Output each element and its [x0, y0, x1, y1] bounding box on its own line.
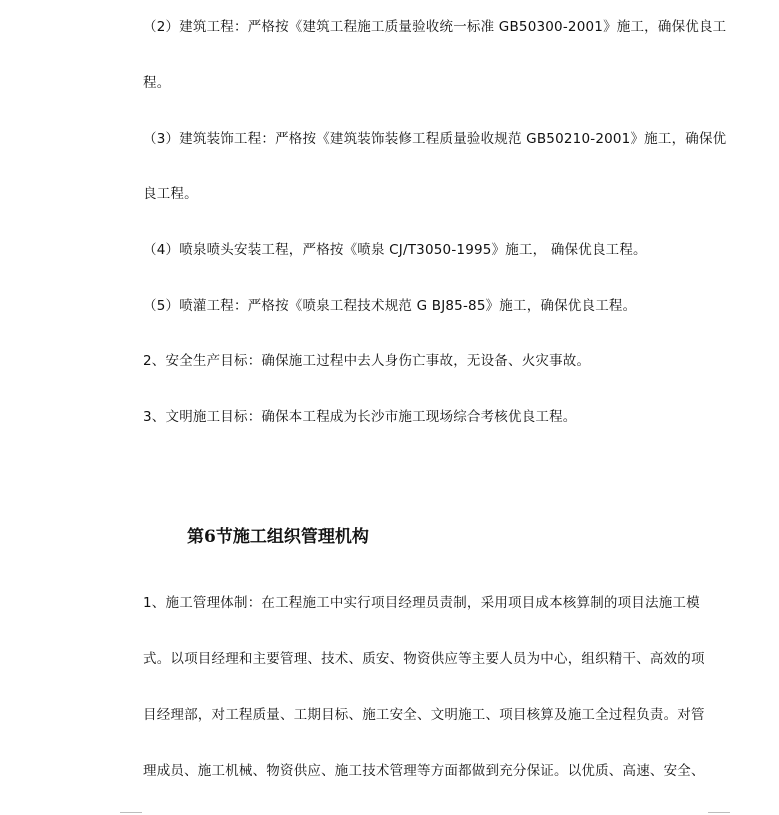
page-corner-mark-right — [708, 812, 730, 813]
paragraph-line: 1、施工管理体制：在工程施工中实行项目经理员责制，采用项目成本核算制的项目法施工模 — [143, 595, 700, 611]
paragraph-line: 程。 — [143, 75, 171, 91]
paragraph-line: （3）建筑装饰工程：严格按《建筑装饰装修工程质量验收规范 GB50210-2001》施工，确保优 — [143, 131, 727, 147]
paragraph-line: （2）建筑工程：严格按《建筑工程施工质量验收统一标准 GB50300-2001》施工，确保优良工 — [143, 19, 727, 35]
paragraph-line: （5）喷灌工程：严格按《喷泉工程技术规范 G BJ85-85》施工，确保优良工程。 — [143, 298, 637, 314]
paragraph-line: （4）喷泉喷头安装工程，严格按《喷泉 CJ/T3050-1995》施工， 确保优良工程。 — [143, 242, 647, 258]
paragraph-line: 式。以项目经理和主要管理、技术、质安、物资供应等主要人员为中心，组织精干、高效的项 — [143, 651, 705, 667]
page-corner-mark-left — [120, 812, 142, 813]
paragraph-line: 3、文明施工目标：确保本工程成为长沙市施工现场综合考核优良工程。 — [143, 409, 577, 425]
paragraph-line: 理成员、施工机械、物资供应、施工技术管理等方面都做到充分保证。以优质、高速、安全、 — [143, 763, 705, 779]
paragraph-line: 目经理部，对工程质量、工期目标、施工安全、文明施工、项目核算及施工全过程负责。对管 — [143, 707, 705, 723]
paragraph-line: 良工程。 — [143, 186, 198, 202]
paragraph-line: 2、安全生产目标：确保施工过程中去人身伤亡事故，无设备、火灾事故。 — [143, 353, 591, 369]
section-heading: 第6节施工组织管理机构 — [187, 527, 369, 547]
